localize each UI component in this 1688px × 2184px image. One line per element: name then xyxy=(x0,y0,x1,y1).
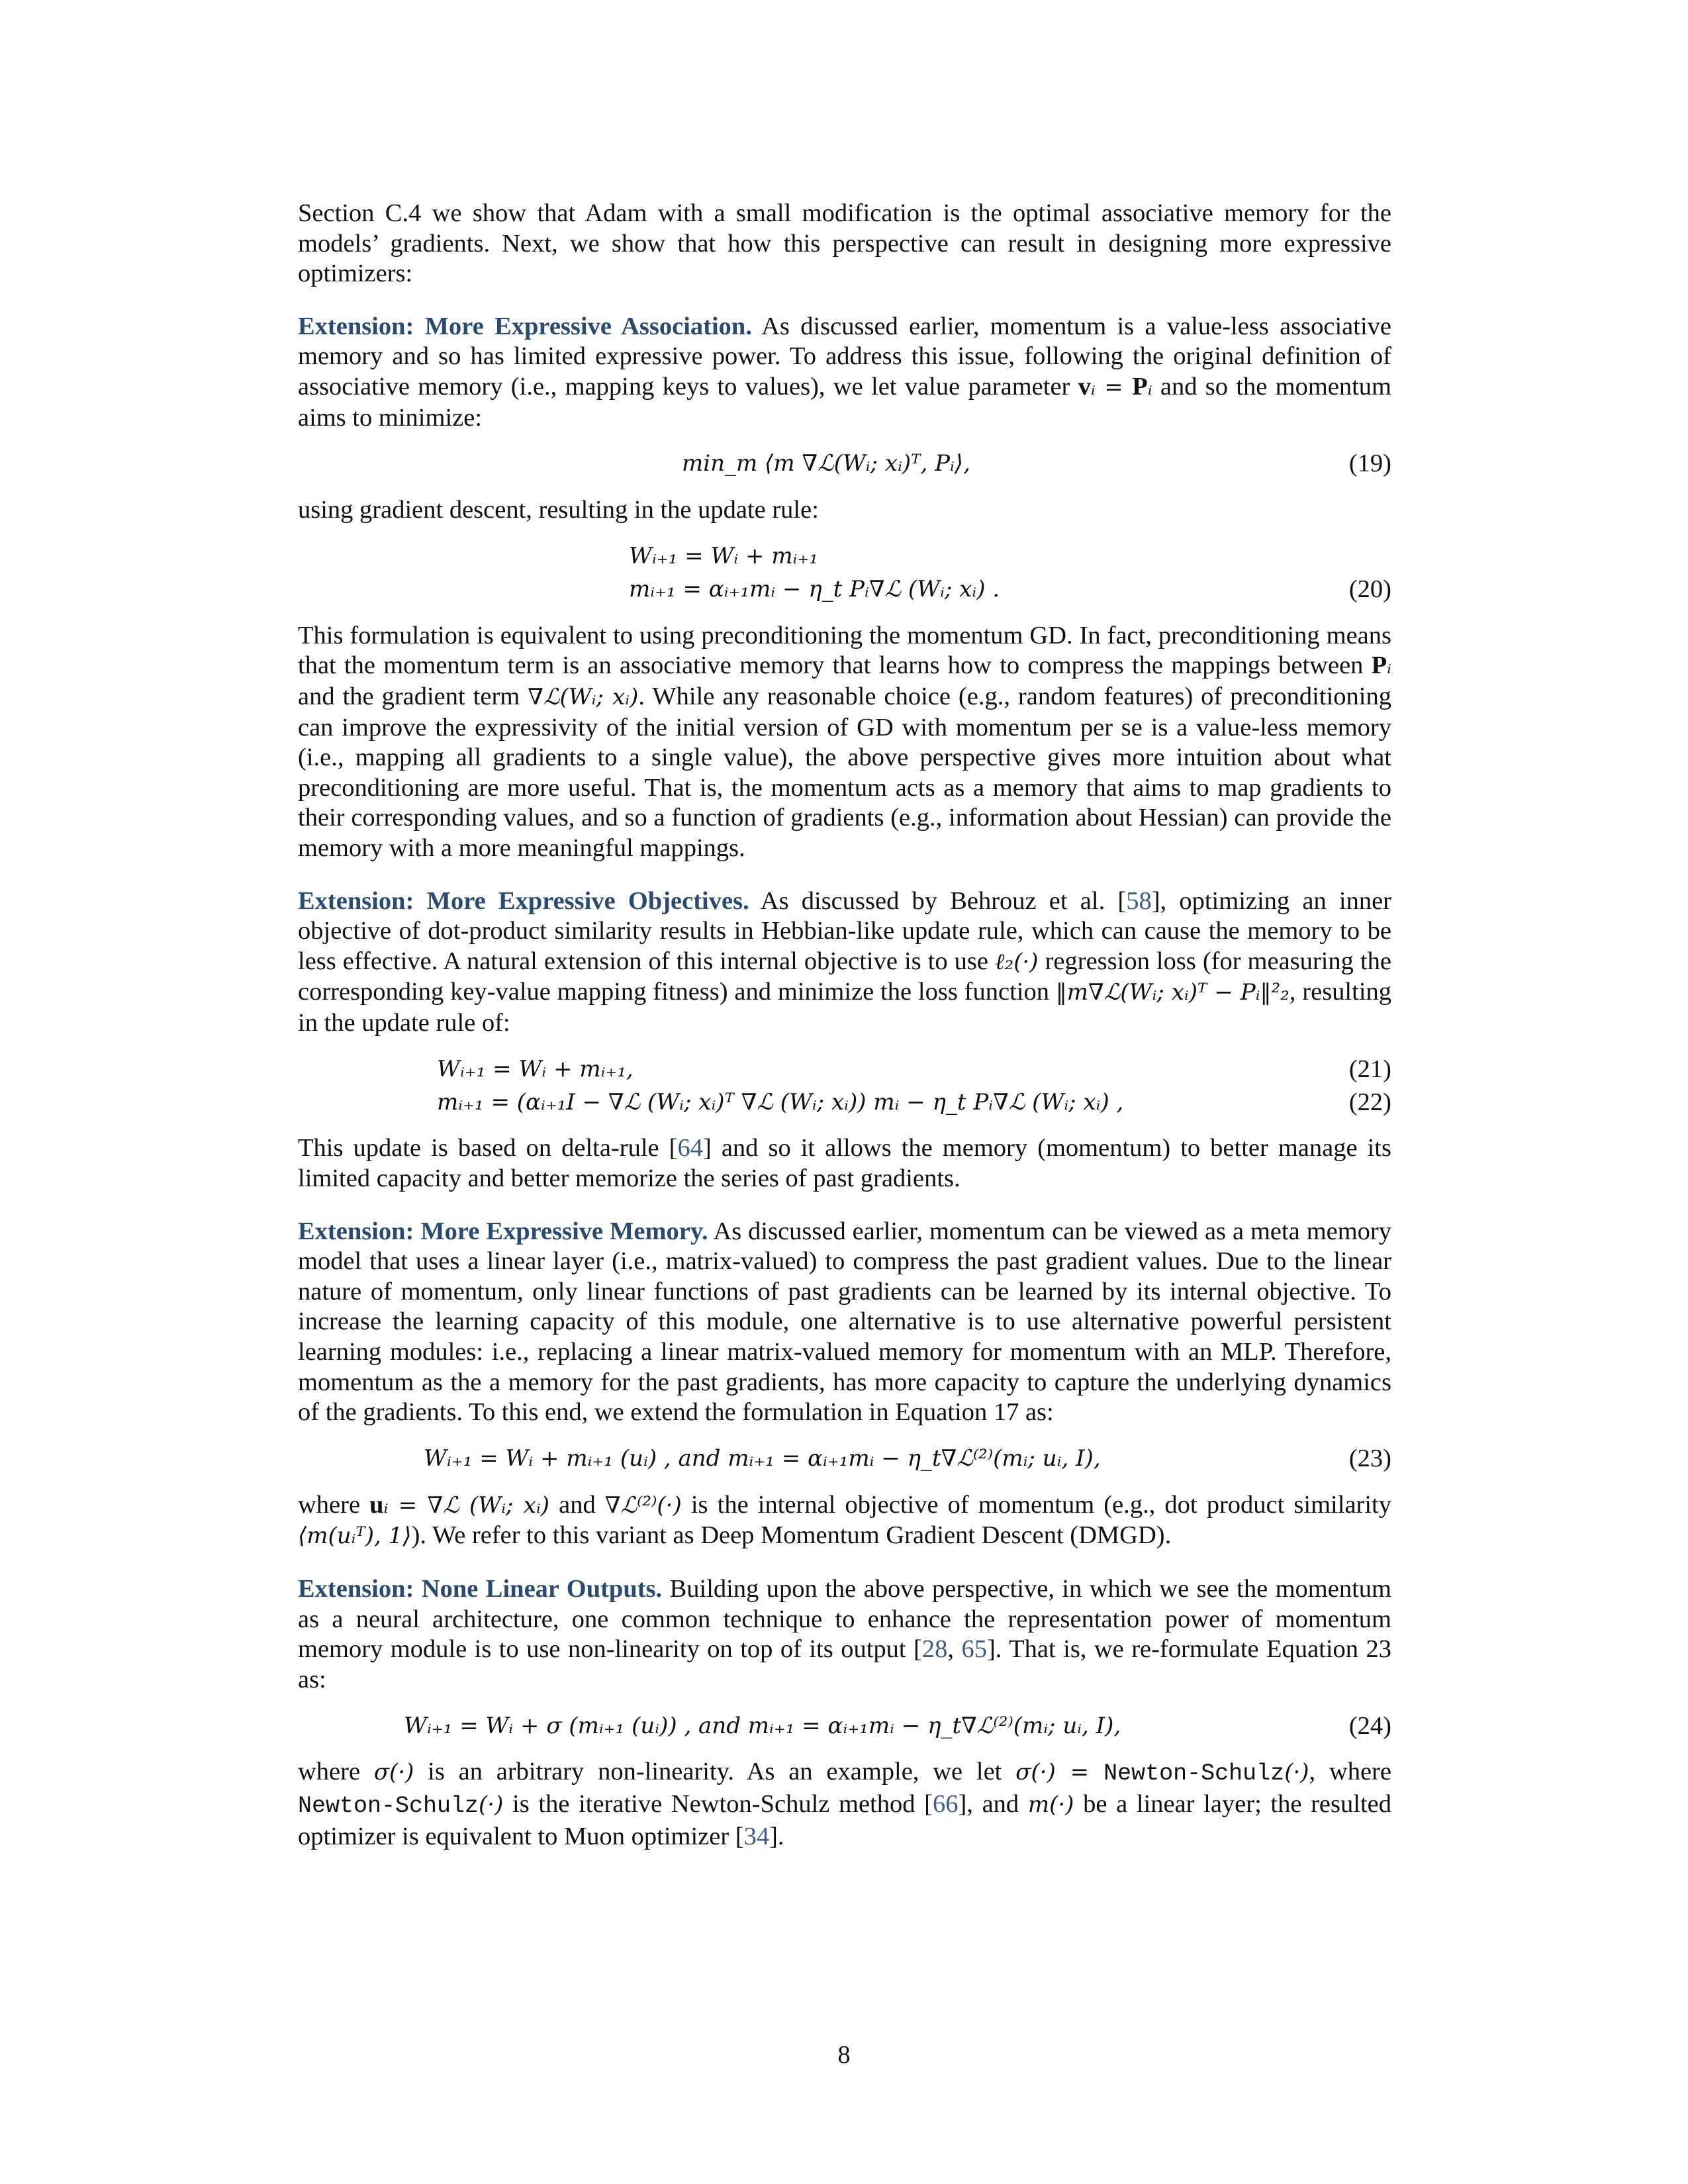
text: ], optimizing an inner objective of dot-product similarity results in Hebbian-like update rule, which can cause the memory to be less effective. A natural extension of this internal objective is to use xyxy=(298,886,1391,975)
section-heading: Extension: More Expressive Memory. xyxy=(298,1217,708,1245)
equation-row xyxy=(298,448,1391,481)
equation-number: (21) xyxy=(1348,1055,1391,1083)
math-inline: P xyxy=(1132,372,1148,401)
paragraph xyxy=(298,1490,1391,1552)
math-inline: ᵢ xyxy=(1387,653,1391,680)
citation-link[interactable]: 58 xyxy=(1126,886,1152,915)
equation-number: (22) xyxy=(1348,1088,1391,1116)
equation-block xyxy=(298,1709,1391,1742)
equation-number: (23) xyxy=(1348,1445,1391,1473)
citation-link[interactable]: 64 xyxy=(677,1134,703,1163)
paragraph-gap xyxy=(298,1194,1391,1217)
paragraph-gap xyxy=(298,1552,1391,1574)
text: where xyxy=(298,1758,374,1786)
text: is the internal objective of momentum (e.g., dot product similarity xyxy=(681,1490,1391,1519)
text: is an arbitrary non-linearity. As an example, we let xyxy=(414,1758,1016,1786)
equation: Wᵢ₊₁ = Wᵢ + mᵢ₊₁ (uᵢ) , and mᵢ₊₁ = αᵢ₊₁mᵢ − η_t∇ℒ⁽²⁾(mᵢ; uᵢ, I), xyxy=(424,1445,1101,1472)
text: Section C.4 we show that Adam with a small modification is the optimal associative memory for the models’ gradients. Next, we show that how this perspective can result in designing more expressive optimizers: xyxy=(298,199,1391,288)
paragraph xyxy=(298,1574,1391,1695)
equation-row xyxy=(298,573,1391,606)
text: As discussed earlier, momentum is a value-less associative memory and so has limited expressive power. To address this issue, following the original definition of associative memory (i.e., mapping keys to values), we let value parameter xyxy=(298,312,1391,401)
code-text: Newton-Schulz xyxy=(298,1792,479,1819)
paragraph xyxy=(298,1757,1391,1852)
paragraph xyxy=(298,312,1391,433)
text: and xyxy=(549,1490,605,1519)
equation: min_m ⟨m ∇ℒ(Wᵢ; xᵢ)ᵀ, Pᵢ⟩, xyxy=(682,450,970,477)
text: As discussed earlier, momentum can be viewed as a meta memory model that uses a linear layer (i.e., matrix-valued) to compress the past gradient values. Due to the linear nature of momentum, only linear functions of past gradients can be learned by its internal objective. To increase the learning capacity of this module, one alternative is to use alternative powerful persistent learning modules: i.e., replacing a linear matrix-valued memory for momentum with an MLP. Therefore, momentum as the a memory for the past gradients, has more capacity to capture the underlying dynamics of the gradients. To this end, we extend the formulation in Equation 17 as: xyxy=(298,1217,1391,1427)
equation-row xyxy=(298,1443,1391,1476)
math-inline: σ(·) = xyxy=(1015,1759,1104,1786)
math-inline: ‖m∇ℒ(Wᵢ; xᵢ)ᵀ − Pᵢ‖²₂ xyxy=(1055,979,1289,1006)
text: ]. xyxy=(769,1822,784,1850)
equation: mᵢ₊₁ = αᵢ₊₁mᵢ − η_t Pᵢ∇ℒ (Wᵢ; xᵢ) . xyxy=(629,575,1000,602)
citation-link[interactable]: 28 xyxy=(921,1635,948,1664)
paragraph-gap xyxy=(298,864,1391,886)
code-text: Newton-Schulz xyxy=(1103,1760,1285,1787)
paragraph xyxy=(298,886,1391,1039)
section-heading: Extension: More Expressive Objectives. xyxy=(298,886,749,915)
equation-number: (20) xyxy=(1348,575,1391,603)
math-inline: σ(·) xyxy=(373,1759,414,1786)
math-inline: ∇ℒ⁽²⁾(·) xyxy=(604,1492,682,1519)
text: ]. That is, we re-formulate Equation 23 as: xyxy=(298,1635,1391,1693)
math-inline: (·) xyxy=(479,1791,504,1818)
equation-row xyxy=(298,540,1391,573)
paragraph xyxy=(298,495,1391,526)
citation-link[interactable]: 65 xyxy=(961,1635,987,1664)
text: be a linear layer; the resulted optimizer is equivalent to Muon optimizer [ xyxy=(298,1789,1391,1850)
text: and the gradient term xyxy=(298,682,528,710)
text: Building upon the above perspective, in which we see the momentum as a neural architecture, one common technique to enhance the representation power of momentum memory module is to use non-linearity on top of its output [ xyxy=(298,1575,1391,1664)
equation-row xyxy=(298,1086,1391,1119)
citation-link[interactable]: 66 xyxy=(932,1789,959,1818)
math-inline: ᵢ = ∇ℒ (Wᵢ; xᵢ) xyxy=(383,1492,550,1519)
math-inline: (·) xyxy=(1284,1759,1309,1786)
equation-block xyxy=(298,448,1391,481)
math-inline: v xyxy=(1078,372,1091,401)
text: , resulting in the update rule of: xyxy=(298,978,1392,1037)
text: As discussed by Behrouz et al. [ xyxy=(749,886,1127,915)
math-inline: m(·) xyxy=(1027,1791,1074,1818)
math-inline: ᵢ = xyxy=(1090,373,1133,401)
text: and so the momentum aims to minimize: xyxy=(298,372,1391,432)
paper-page-body xyxy=(298,199,1391,1852)
math-inline: ᵢ xyxy=(1147,373,1152,401)
equation-block xyxy=(298,1053,1391,1119)
text: where xyxy=(298,1490,370,1519)
equation: Wᵢ₊₁ = Wᵢ + mᵢ₊₁, xyxy=(437,1055,633,1082)
text: ). We refer to this variant as Deep Momentum Gradient Descent (DMGD). xyxy=(411,1521,1172,1550)
equation: Wᵢ₊₁ = Wᵢ + mᵢ₊₁ xyxy=(629,542,819,569)
math-inline: ∇ℒ(Wᵢ; xᵢ) xyxy=(528,683,639,710)
section-heading: Extension: More Expressive Association. xyxy=(298,312,752,340)
paragraph xyxy=(298,199,1391,289)
text: regression loss (for measuring the corresponding key-value mapping fitness) and minimize the loss function xyxy=(298,947,1391,1006)
equation-row xyxy=(298,1709,1391,1742)
section-heading: Extension: None Linear Outputs. xyxy=(298,1575,663,1603)
paragraph-gap xyxy=(298,289,1391,312)
text: This formulation is equivalent to using preconditioning the momentum GD. In fact, preconditioning means that the momentum term is an associative memory that learns how to compress the mappings between xyxy=(298,621,1391,680)
text: is the iterative Newton-Schulz method [ xyxy=(503,1789,933,1818)
paragraph xyxy=(298,621,1391,864)
text: . While any reasonable choice (e.g., random features) of preconditioning can improve the expressivity of the initial version of GD with momentum per se is a value-less memory (i.e., mapping all gradients to a single value), the above perspective gives more intuition about what preconditioning are more useful. That is, the momentum acts as a memory that aims to map gradients to their corresponding values, and so a function of gradients (e.g., information about Hessian) can provide the memory with a more meaningful mappings. xyxy=(298,682,1391,862)
text: , where xyxy=(1309,1758,1391,1786)
text: ], and xyxy=(958,1789,1028,1818)
equation: Wᵢ₊₁ = Wᵢ + σ (mᵢ₊₁ (uᵢ)) , and mᵢ₊₁ = αᵢ₊₁mᵢ − η_t∇ℒ⁽²⁾(mᵢ; uᵢ, I), xyxy=(404,1712,1121,1739)
math-inline: u xyxy=(369,1490,384,1519)
equation: mᵢ₊₁ = (αᵢ₊₁I − ∇ℒ (Wᵢ; xᵢ)ᵀ ∇ℒ (Wᵢ; xᵢ)) mᵢ − η_t Pᵢ∇ℒ (Wᵢ; xᵢ) , xyxy=(437,1088,1124,1116)
page-number: 8 xyxy=(837,2041,851,2069)
equation-number: (19) xyxy=(1348,450,1391,478)
math-inline: P xyxy=(1371,651,1387,680)
math-inline: ⟨m(uᵢᵀ), 1⟩ xyxy=(298,1523,412,1550)
text: ] and so it allows the memory (momentum) to better manage its limited capacity and better memorize the series of past gradients. xyxy=(298,1134,1391,1193)
equation-number: (24) xyxy=(1348,1711,1391,1740)
equation-block xyxy=(298,1443,1391,1476)
text: , xyxy=(947,1635,962,1664)
paragraph xyxy=(298,1217,1391,1428)
paragraph xyxy=(298,1133,1391,1194)
text: using gradient descent, resulting in the update rule: xyxy=(298,496,819,524)
math-inline: ℓ₂(·) xyxy=(995,948,1039,975)
citation-link[interactable]: 34 xyxy=(743,1822,770,1850)
equation-row xyxy=(298,1053,1391,1086)
text: This update is based on delta-rule [ xyxy=(298,1134,678,1163)
equation-block xyxy=(298,540,1391,606)
